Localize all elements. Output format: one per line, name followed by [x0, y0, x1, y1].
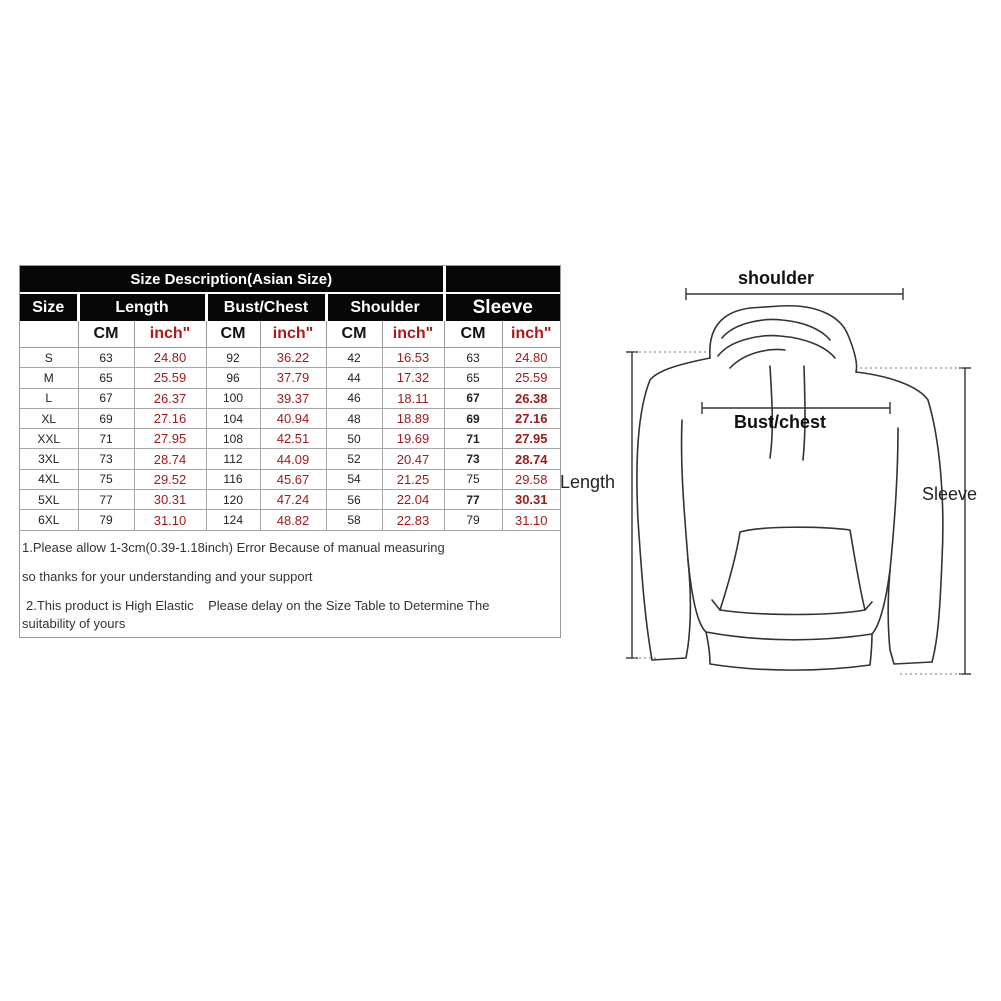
- sleeve-cm-cell: 73: [444, 449, 502, 469]
- shoulder-cm-cell: 54: [326, 469, 382, 489]
- size-table: [19, 265, 561, 638]
- table-row: [20, 368, 560, 388]
- hoodie-sketch: [560, 260, 1001, 700]
- length-inch-cell: 27.95: [134, 429, 206, 449]
- length-inch-cell: 26.37: [134, 388, 206, 408]
- sleeve-inch-cell: 28.74: [502, 449, 560, 469]
- length-inch-cell: 29.52: [134, 469, 206, 489]
- shoulder-label: shoulder: [738, 268, 815, 288]
- length-inch-cell: 25.59: [134, 368, 206, 388]
- unit-length-inch: inch": [134, 321, 206, 348]
- unit-length-cm: CM: [78, 321, 134, 348]
- unit-sleeve-cm: CM: [444, 321, 502, 348]
- size-cell: XXL: [20, 429, 78, 449]
- bust-cm-cell: 108: [206, 429, 260, 449]
- size-cell: 3XL: [20, 449, 78, 469]
- shoulder-inch-cell: 18.11: [382, 388, 444, 408]
- table-row: [20, 429, 560, 449]
- sleeve-label: Sleeve: [922, 484, 978, 504]
- table-row: [20, 388, 560, 408]
- size-cell: M: [20, 368, 78, 388]
- shoulder-cm-cell: 46: [326, 388, 382, 408]
- unit-blank: [20, 321, 78, 348]
- bust-inch-cell: 45.67: [260, 469, 326, 489]
- unit-bust-inch: inch": [260, 321, 326, 348]
- sleeve-cm-cell: 75: [444, 469, 502, 489]
- note-line: 2.This product is High Elastic Please delay on the Size Table to Determine The: [26, 597, 490, 613]
- sleeve-cm-cell: 69: [444, 408, 502, 428]
- sleeve-cm-cell: 71: [444, 429, 502, 449]
- table-row: [20, 469, 560, 489]
- bust-inch-cell: 40.94: [260, 408, 326, 428]
- sleeve-inch-cell: 31.10: [502, 510, 560, 530]
- shoulder-inch-cell: 22.83: [382, 510, 444, 530]
- shoulder-cm-cell: 44: [326, 368, 382, 388]
- header-size: Size: [20, 293, 78, 321]
- sleeve-inch-cell: 29.58: [502, 469, 560, 489]
- sleeve-inch-cell: 26.38: [502, 388, 560, 408]
- shoulder-inch-cell: 20.47: [382, 449, 444, 469]
- bust-cm-cell: 116: [206, 469, 260, 489]
- bust-inch-cell: 42.51: [260, 429, 326, 449]
- header-bust-chest: Bust/Chest: [206, 293, 326, 321]
- sleeve-inch-cell: 27.95: [502, 429, 560, 449]
- bust-inch-cell: 39.37: [260, 388, 326, 408]
- size-cell: 4XL: [20, 469, 78, 489]
- shoulder-inch-cell: 21.25: [382, 469, 444, 489]
- length-label: Length: [560, 472, 616, 492]
- shoulder-inch-cell: 22.04: [382, 490, 444, 510]
- bust-cm-cell: 104: [206, 408, 260, 428]
- length-cm-cell: 71: [78, 429, 134, 449]
- length-inch-cell: 27.16: [134, 408, 206, 428]
- hoodie-measurement-diagram: [560, 260, 1001, 700]
- sleeve-inch-cell: 25.59: [502, 368, 560, 388]
- table-title-spacer: [444, 266, 560, 293]
- size-cell: L: [20, 388, 78, 408]
- bust-chest-label: Bust/chest: [734, 412, 827, 432]
- shoulder-cm-cell: 42: [326, 348, 382, 368]
- length-cm-cell: 79: [78, 510, 134, 530]
- bust-inch-cell: 36.22: [260, 348, 326, 368]
- table-title: Size Description(Asian Size): [20, 266, 444, 293]
- unit-sleeve-inch: inch": [502, 321, 560, 348]
- shoulder-cm-cell: 50: [326, 429, 382, 449]
- length-inch-cell: 31.10: [134, 510, 206, 530]
- table-row: [20, 490, 560, 510]
- table-row: [20, 510, 560, 530]
- header-length: Length: [78, 293, 206, 321]
- bust-inch-cell: 44.09: [260, 449, 326, 469]
- table-notes: [20, 540, 560, 637]
- bust-inch-cell: 47.24: [260, 490, 326, 510]
- length-inch-cell: 30.31: [134, 490, 206, 510]
- bust-cm-cell: 112: [206, 449, 260, 469]
- sleeve-cm-cell: 79: [444, 510, 502, 530]
- bust-cm-cell: 100: [206, 388, 260, 408]
- header-sleeve: Sleeve: [444, 293, 560, 321]
- length-cm-cell: 73: [78, 449, 134, 469]
- size-cell: 5XL: [20, 490, 78, 510]
- sleeve-cm-cell: 67: [444, 388, 502, 408]
- size-cell: XL: [20, 408, 78, 428]
- shoulder-inch-cell: 19.69: [382, 429, 444, 449]
- bust-cm-cell: 120: [206, 490, 260, 510]
- size-cell: S: [20, 348, 78, 368]
- bust-inch-cell: 37.79: [260, 368, 326, 388]
- length-cm-cell: 77: [78, 490, 134, 510]
- sleeve-cm-cell: 77: [444, 490, 502, 510]
- shoulder-inch-cell: 17.32: [382, 368, 444, 388]
- shoulder-cm-cell: 52: [326, 449, 382, 469]
- note-line: suitability of yours: [22, 615, 126, 631]
- bust-cm-cell: 92: [206, 348, 260, 368]
- length-inch-cell: 28.74: [134, 449, 206, 469]
- header-shoulder: Shoulder: [326, 293, 444, 321]
- unit-shoulder-inch: inch": [382, 321, 444, 348]
- bust-cm-cell: 124: [206, 510, 260, 530]
- length-cm-cell: 69: [78, 408, 134, 428]
- length-cm-cell: 63: [78, 348, 134, 368]
- sleeve-inch-cell: 24.80: [502, 348, 560, 368]
- shoulder-cm-cell: 56: [326, 490, 382, 510]
- table-row: [20, 348, 560, 368]
- sleeve-inch-cell: 27.16: [502, 408, 560, 428]
- shoulder-cm-cell: 48: [326, 408, 382, 428]
- table-row: [20, 408, 560, 428]
- shoulder-inch-cell: 18.89: [382, 408, 444, 428]
- table-row: [20, 449, 560, 469]
- sleeve-cm-cell: 63: [444, 348, 502, 368]
- size-cell: 6XL: [20, 510, 78, 530]
- note-line: 1.Please allow 1-3cm(0.39-1.18inch) Error Because of manual measuring: [22, 539, 445, 555]
- size-chart-grid: [20, 266, 560, 531]
- sleeve-cm-cell: 65: [444, 368, 502, 388]
- length-cm-cell: 75: [78, 469, 134, 489]
- sleeve-inch-cell: 30.31: [502, 490, 560, 510]
- shoulder-inch-cell: 16.53: [382, 348, 444, 368]
- unit-bust-cm: CM: [206, 321, 260, 348]
- bust-cm-cell: 96: [206, 368, 260, 388]
- length-cm-cell: 65: [78, 368, 134, 388]
- length-cm-cell: 67: [78, 388, 134, 408]
- unit-shoulder-cm: CM: [326, 321, 382, 348]
- length-inch-cell: 24.80: [134, 348, 206, 368]
- note-line: so thanks for your understanding and your support: [22, 568, 313, 584]
- bust-inch-cell: 48.82: [260, 510, 326, 530]
- shoulder-cm-cell: 58: [326, 510, 382, 530]
